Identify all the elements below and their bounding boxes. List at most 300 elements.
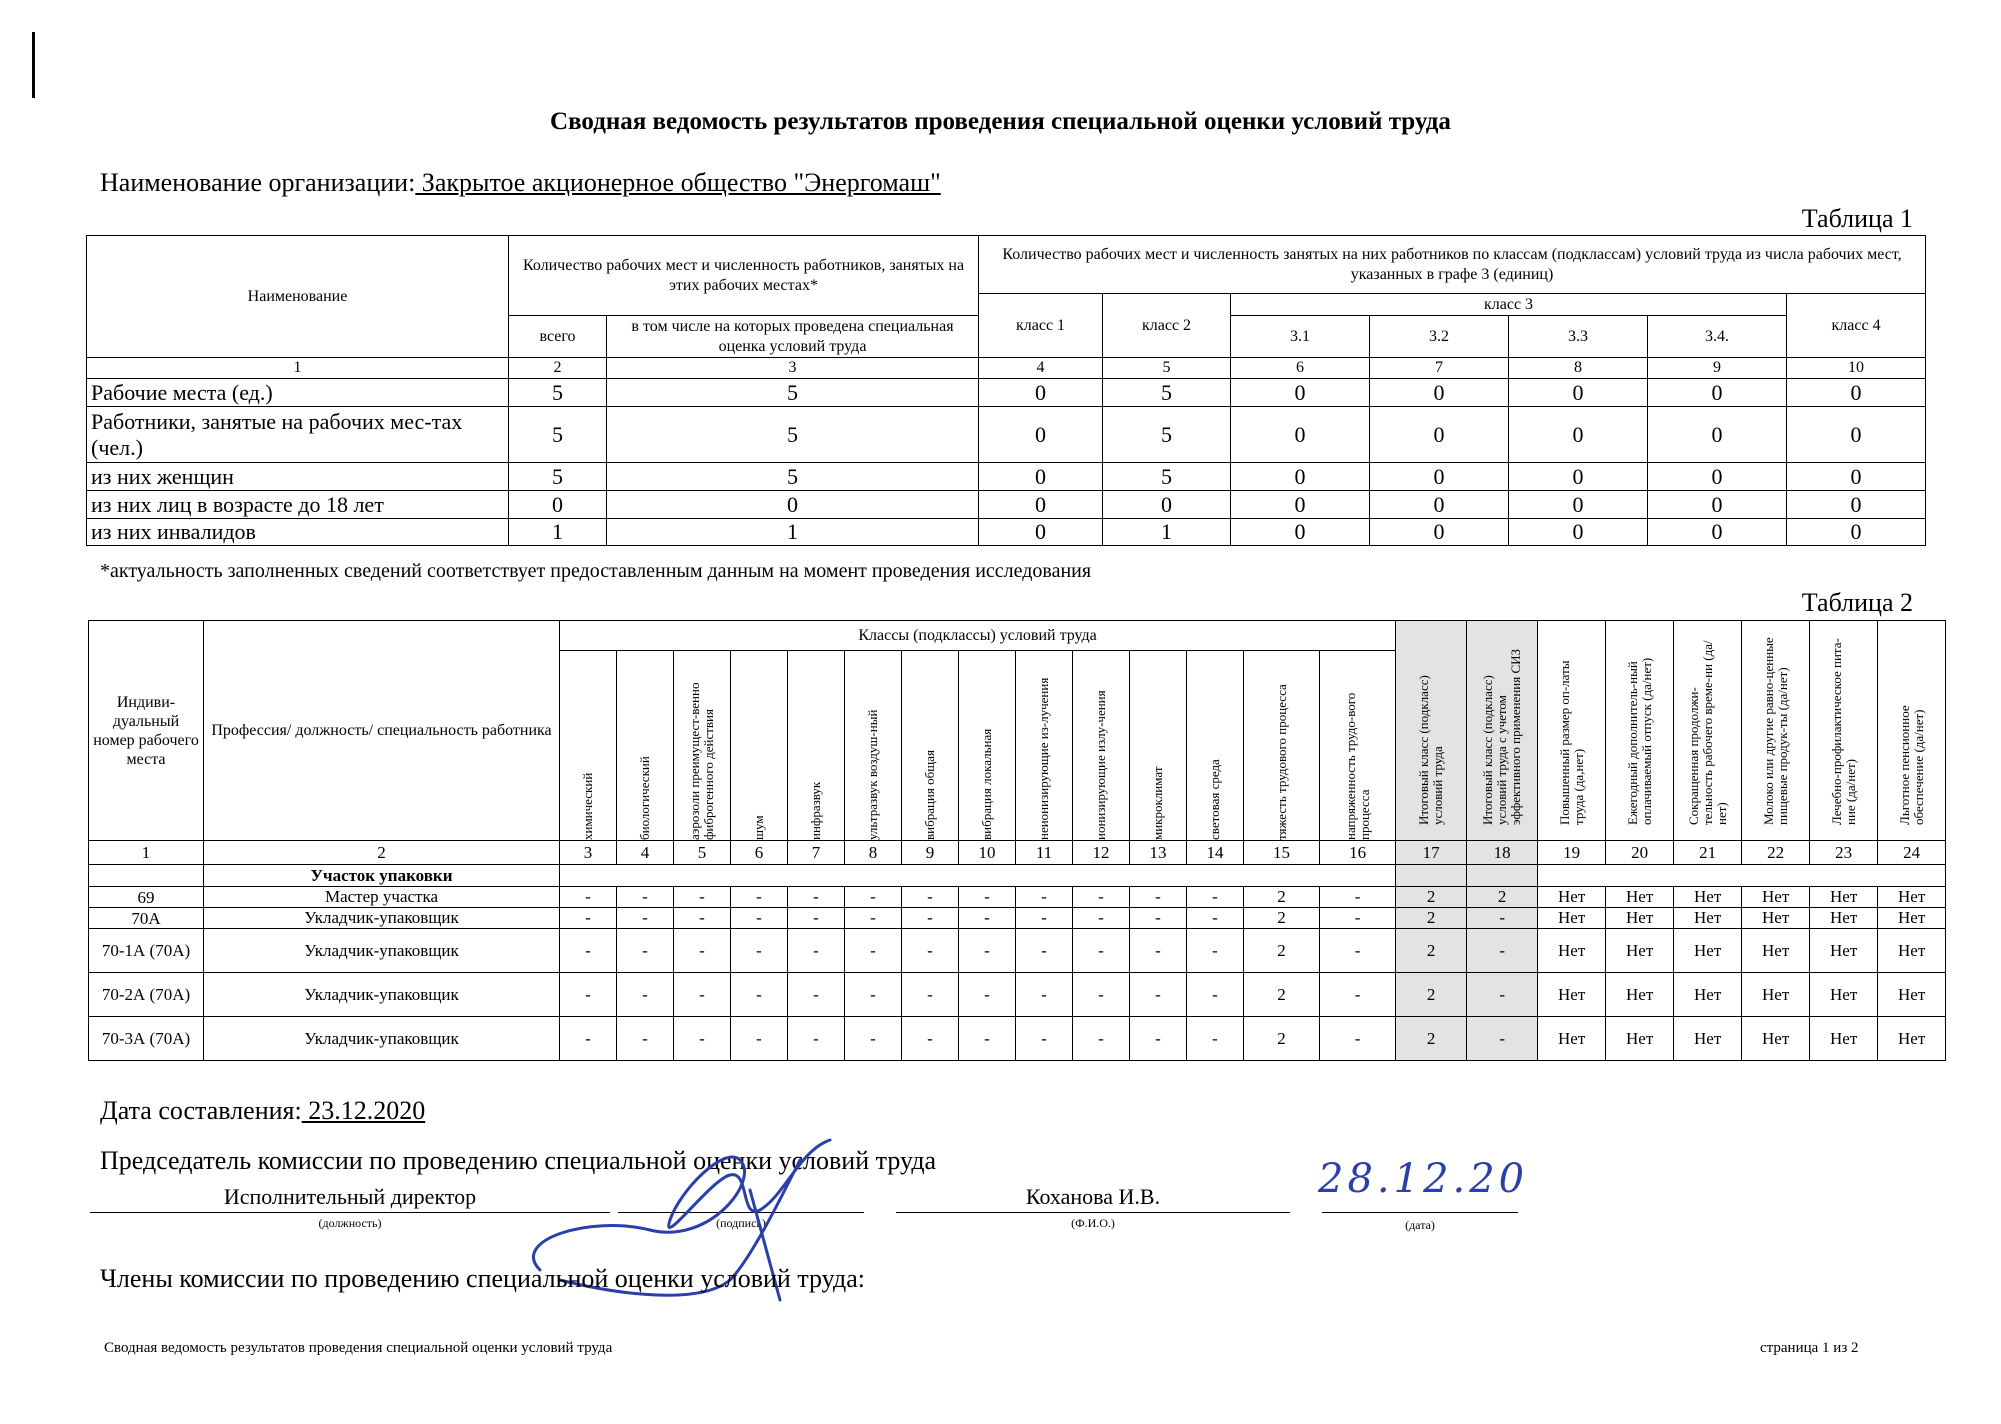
table1-footnote: *актуальность заполненных сведений соответствует предоставленным данным на момент проведения исследования: [100, 560, 1092, 582]
handwritten-date: 28.12.20: [1318, 1156, 1529, 1202]
t2-cell: -: [902, 973, 959, 1017]
t2-cell: -: [1016, 887, 1073, 908]
t2-cell: Нет: [1742, 929, 1810, 973]
t2-cell: -: [1016, 1017, 1073, 1061]
t2-colnum: 16: [1320, 841, 1396, 865]
t1-cell: 0: [1509, 407, 1648, 463]
t2-header-comp-2: [1606, 621, 1674, 841]
t2-factor-header: [902, 651, 959, 841]
t1-cell: 0: [1648, 519, 1787, 546]
organization-label: Наименование организации:: [100, 168, 416, 197]
t1-row: [87, 491, 1926, 519]
t2-cell: -: [1130, 887, 1187, 908]
t1-cell: 5: [509, 463, 607, 491]
t2-cell: Нет: [1538, 929, 1606, 973]
t2-section-fill: [560, 865, 1396, 887]
t2-factor-header-text: напряженность трудо-вого процесса: [1342, 692, 1372, 840]
t2-cell: -: [1073, 1017, 1130, 1061]
t2-cell: -: [959, 929, 1016, 973]
t2-cell: -: [560, 929, 617, 973]
t2-cell: -: [617, 887, 674, 908]
t1-header-c33: 3.3: [1509, 316, 1648, 358]
t2-colnum: 8: [845, 841, 902, 865]
t2-colnum: 24: [1878, 841, 1946, 865]
t2-cell: -: [617, 929, 674, 973]
t1-cell: 0: [1231, 491, 1370, 519]
t2-header-comp-6: [1878, 621, 1946, 841]
t2-workplace-id: 70-1А (70А): [89, 929, 204, 973]
scan-mark: [32, 32, 35, 98]
t2-cell: Нет: [1742, 1017, 1810, 1061]
t2-cell: -: [1073, 929, 1130, 973]
t2-factor-header-text: ультразвук воздуш-ный: [865, 709, 880, 840]
t1-colnum: 8: [1509, 358, 1648, 379]
t1-cell: 0: [1370, 407, 1509, 463]
t2-section-fill: [1467, 865, 1538, 887]
t2-cell: Нет: [1878, 973, 1946, 1017]
t2-section-title: Участок упаковки: [204, 865, 560, 887]
t2-colnum: 22: [1742, 841, 1810, 865]
t2-factor-header: [1187, 651, 1244, 841]
t1-cell: 0: [509, 491, 607, 519]
t2-cell: -: [731, 908, 788, 929]
t1-cell: 0: [979, 379, 1103, 407]
t2-colnum: 4: [617, 841, 674, 865]
t2-workplace-id: 69: [89, 887, 204, 908]
t2-cell: -: [560, 908, 617, 929]
t2-cell: -: [1130, 973, 1187, 1017]
t1-cell: 0: [1231, 463, 1370, 491]
t2-cell: -: [1467, 973, 1538, 1017]
t2-section-fill: [1396, 865, 1467, 887]
t2-cell: -: [1130, 1017, 1187, 1061]
t2-colnum: 23: [1810, 841, 1878, 865]
t1-cell: 5: [1103, 407, 1231, 463]
t1-colnum: 3: [607, 358, 979, 379]
t2-cell: 2: [1396, 1017, 1467, 1061]
t1-header-c32: 3.2: [1370, 316, 1509, 358]
t1-header-assessed: в том числе на которых проведена специальная оценка условий труда: [607, 316, 979, 358]
t1-header-name: Наименование: [87, 236, 509, 358]
table1: [86, 235, 1926, 546]
t1-cell: 0: [1648, 491, 1787, 519]
page-footer-left: Сводная ведомость результатов проведения специальной оценки условий труда: [104, 1340, 613, 1356]
t2-cell: -: [1073, 973, 1130, 1017]
t2-colnum: 3: [560, 841, 617, 865]
t1-colnum: 5: [1103, 358, 1231, 379]
t1-colnum: 6: [1231, 358, 1370, 379]
t1-cell: 0: [1648, 407, 1787, 463]
t2-header-comp-1: [1538, 621, 1606, 841]
t2-cell: -: [674, 908, 731, 929]
t2-cell: Нет: [1810, 887, 1878, 908]
t1-header-class2: класс 2: [1103, 294, 1231, 358]
t2-cell: -: [845, 1017, 902, 1061]
t2-colnum: 13: [1130, 841, 1187, 865]
t2-cell: -: [560, 973, 617, 1017]
t2-colnum: 17: [1396, 841, 1467, 865]
t2-header-result-1: [1396, 621, 1467, 841]
t1-cell: 5: [1103, 463, 1231, 491]
t1-cell: 0: [979, 407, 1103, 463]
t1-cell: 0: [1370, 463, 1509, 491]
t1-header-class1: класс 1: [979, 294, 1103, 358]
t2-cell: Нет: [1878, 887, 1946, 908]
t2-header-comp-5: [1810, 621, 1878, 841]
t2-cell: Нет: [1878, 929, 1946, 973]
t1-header-group1: Количество рабочих мест и численность работников, занятых на этих рабочих местах*: [509, 236, 979, 316]
t1-header-total: всего: [509, 316, 607, 358]
t2-cell: -: [1320, 929, 1396, 973]
table2: [88, 620, 1946, 1061]
t2-cell: Нет: [1606, 887, 1674, 908]
t2-cell: Нет: [1674, 973, 1742, 1017]
t2-profession: Укладчик-упаковщик: [204, 973, 560, 1017]
t1-colnum: 10: [1787, 358, 1926, 379]
t1-row: [87, 407, 1926, 463]
organization-line: [100, 168, 941, 198]
t2-section-empty: [89, 865, 204, 887]
t2-cell: -: [1320, 887, 1396, 908]
t2-cell: -: [1073, 887, 1130, 908]
table1-label: Таблица 1: [1801, 204, 1913, 233]
t2-factor-header-text: вибрация локальная: [979, 728, 994, 840]
t1-row-name: Рабочие места (ед.): [87, 379, 509, 407]
t2-cell: -: [902, 929, 959, 973]
t2-cell: -: [617, 908, 674, 929]
t2-cell: 2: [1396, 973, 1467, 1017]
t2-cell: -: [788, 887, 845, 908]
t2-cell: -: [959, 908, 1016, 929]
t1-cell: 5: [607, 379, 979, 407]
t2-colnum: 6: [731, 841, 788, 865]
t1-cell: 0: [979, 463, 1103, 491]
fio-field: Коханова И.В.: [896, 1184, 1290, 1213]
t1-cell: 0: [1787, 407, 1926, 463]
t1-colnum: 7: [1370, 358, 1509, 379]
t2-cell: -: [1016, 908, 1073, 929]
t2-cell: Нет: [1810, 1017, 1878, 1061]
t2-colnum: 18: [1467, 841, 1538, 865]
t2-factor-header: [1244, 651, 1320, 841]
t1-header-class4: класс 4: [1787, 294, 1926, 358]
t2-cell: 2: [1396, 908, 1467, 929]
t1-cell: 0: [1370, 491, 1509, 519]
t2-cell: -: [560, 887, 617, 908]
t2-factor-header: [617, 651, 674, 841]
t2-workplace-id: 70-2А (70А): [89, 973, 204, 1017]
t2-cell: -: [617, 1017, 674, 1061]
t2-cell: -: [674, 1017, 731, 1061]
organization-name: Закрытое акционерное общество "Энергомаш": [415, 168, 941, 197]
t2-cell: -: [1187, 973, 1244, 1017]
t1-cell: 0: [1509, 519, 1648, 546]
t2-cell: -: [1467, 1017, 1538, 1061]
t2-cell: Нет: [1538, 1017, 1606, 1061]
t2-header-comp-1-text: Повышенный размер оп-латы труда (да,нет): [1556, 660, 1586, 825]
t2-cell: -: [959, 973, 1016, 1017]
t2-cell: Нет: [1810, 973, 1878, 1017]
t2-profession: Мастер участка: [204, 887, 560, 908]
t1-cell: 0: [979, 491, 1103, 519]
t2-cell: -: [1320, 1017, 1396, 1061]
t2-workplace-id: 70-3А (70А): [89, 1017, 204, 1061]
t2-factor-header-text: химический: [580, 772, 595, 840]
t2-row: [89, 887, 1946, 908]
t2-factor-header: [1130, 651, 1187, 841]
date-label: Дата составления:: [100, 1096, 302, 1125]
t1-header-group2: Количество рабочих мест и численность занятых на них работников по классам (подклассам) условий труда из числа рабочих мест, указанных в графе 3 (единиц): [979, 236, 1926, 294]
t2-header-id: Индиви-дуальный номер рабочего места: [89, 621, 204, 841]
t2-cell: -: [1187, 929, 1244, 973]
t2-colnum: 15: [1244, 841, 1320, 865]
t2-cell: -: [788, 929, 845, 973]
t2-cell: Нет: [1810, 929, 1878, 973]
t2-factor-header: [560, 651, 617, 841]
t2-cell: -: [1467, 908, 1538, 929]
t1-cell: 5: [509, 407, 607, 463]
t2-factor-header: [1016, 651, 1073, 841]
t1-row-name: из них инвалидов: [87, 519, 509, 546]
t2-factor-header: [959, 651, 1016, 841]
t2-cell: -: [845, 973, 902, 1017]
t2-colnum: 14: [1187, 841, 1244, 865]
t2-row: [89, 1017, 1946, 1061]
t2-cell: -: [731, 973, 788, 1017]
t2-header-comp-5-text: Лечебно-профилактическое пита-ние (да/нет): [1828, 637, 1858, 825]
t2-colnum: 10: [959, 841, 1016, 865]
page-footer-right: страница 1 из 2: [1760, 1340, 1859, 1356]
t2-profession: Укладчик-упаковщик: [204, 908, 560, 929]
t1-header-class3: класс 3: [1231, 294, 1787, 316]
t2-cell: -: [902, 1017, 959, 1061]
t2-cell: Нет: [1742, 887, 1810, 908]
t1-colnum: 2: [509, 358, 607, 379]
t2-cell: 2: [1244, 908, 1320, 929]
t2-header-classes: Классы (подклассы) условий труда: [560, 621, 1396, 651]
t1-header-c31: 3.1: [1231, 316, 1370, 358]
t1-cell: 0: [1787, 463, 1926, 491]
t2-header-comp-6-text: Льготное пенсионное обеспечение (да/нет): [1896, 704, 1926, 825]
t2-cell: -: [845, 887, 902, 908]
t2-section-fill: [1538, 865, 1946, 887]
t2-header-comp-2-text: Ежегодный дополнитель-ный оплачиваемый отпуск (да/нет): [1624, 657, 1654, 825]
table2-label: Таблица 2: [1801, 588, 1913, 617]
t1-cell: 0: [1648, 463, 1787, 491]
fio-caption: (Ф.И.О.): [1071, 1216, 1115, 1230]
t1-cell: 0: [1103, 491, 1231, 519]
t1-cell: 0: [1370, 519, 1509, 546]
t1-cell: 0: [1787, 379, 1926, 407]
t1-header-c34: 3.4.: [1648, 316, 1787, 358]
date-value: 23.12.2020: [301, 1096, 426, 1125]
t2-cell: Нет: [1674, 1017, 1742, 1061]
t2-factor-header-text: аэрозоли преимущест-венно фиброгенного действия: [687, 682, 716, 840]
t2-cell: -: [1130, 908, 1187, 929]
t2-colnum: 9: [902, 841, 959, 865]
t2-factor-header-text: микроклимат: [1150, 765, 1165, 840]
t2-cell: Нет: [1538, 908, 1606, 929]
t2-cell: -: [1130, 929, 1187, 973]
t2-cell: 2: [1396, 929, 1467, 973]
t1-cell: 0: [1231, 407, 1370, 463]
date-caption: (дата): [1405, 1218, 1435, 1232]
t2-cell: Нет: [1742, 973, 1810, 1017]
t1-colnum: 4: [979, 358, 1103, 379]
t2-cell: -: [788, 1017, 845, 1061]
t2-factor-header-text: ионизирующие излу-чения: [1093, 689, 1108, 840]
t2-workplace-id: 70А: [89, 908, 204, 929]
t2-colnum: 20: [1606, 841, 1674, 865]
t2-cell: -: [1016, 929, 1073, 973]
t2-factor-header-text: вибрация общая: [922, 749, 937, 840]
t2-cell: 2: [1244, 1017, 1320, 1061]
t1-row: [87, 463, 1926, 491]
t2-colnum: 5: [674, 841, 731, 865]
t2-cell: -: [959, 1017, 1016, 1061]
t1-cell: 1: [509, 519, 607, 546]
t2-header-comp-4: [1742, 621, 1810, 841]
t2-cell: 2: [1396, 887, 1467, 908]
t1-row-name: из них лиц в возрасте до 18 лет: [87, 491, 509, 519]
t2-cell: -: [1073, 908, 1130, 929]
t1-row-name: из них женщин: [87, 463, 509, 491]
t2-colnum: 21: [1674, 841, 1742, 865]
t2-factor-header: [1320, 651, 1396, 841]
t2-cell: -: [845, 929, 902, 973]
t2-cell: -: [1467, 929, 1538, 973]
t2-cell: Нет: [1810, 908, 1878, 929]
t1-cell: 5: [509, 379, 607, 407]
t2-factor-header-text: шум: [751, 814, 766, 840]
t2-factor-header-text: тяжесть трудового процесса: [1273, 683, 1289, 840]
t2-cell: -: [959, 887, 1016, 908]
t2-cell: -: [1320, 908, 1396, 929]
t1-cell: 0: [1509, 491, 1648, 519]
t2-cell: Нет: [1606, 929, 1674, 973]
chair-label: Председатель комиссии по проведению специальной оценки условий труда: [100, 1146, 937, 1175]
t2-row: [89, 929, 1946, 973]
t2-cell: Нет: [1606, 908, 1674, 929]
t2-header-comp-3-text: Сокращенная продолжи-тельность рабочего време-ни (да/нет): [1685, 639, 1729, 825]
t2-factor-header: [674, 651, 731, 841]
date-line: [100, 1096, 425, 1126]
signature-caption: (подпись): [716, 1216, 766, 1230]
t2-cell: -: [1187, 887, 1244, 908]
t1-row: [87, 379, 1926, 407]
t2-cell: -: [845, 908, 902, 929]
t2-factor-header-text: инфразвук: [808, 781, 823, 840]
t1-cell: 0: [607, 491, 979, 519]
t2-cell: Нет: [1878, 908, 1946, 929]
t1-colnum: 9: [1648, 358, 1787, 379]
t2-cell: -: [788, 973, 845, 1017]
t2-cell: -: [674, 887, 731, 908]
t2-cell: Нет: [1878, 1017, 1946, 1061]
t2-cell: Нет: [1538, 973, 1606, 1017]
t1-cell: 1: [1103, 519, 1231, 546]
t2-colnum: 1: [89, 841, 204, 865]
t1-row: [87, 519, 1926, 546]
t1-cell: 0: [1509, 463, 1648, 491]
t1-cell: 0: [979, 519, 1103, 546]
t1-cell: 0: [1787, 491, 1926, 519]
t1-cell: 1: [607, 519, 979, 546]
t1-cell: 0: [1370, 379, 1509, 407]
t2-cell: 2: [1467, 887, 1538, 908]
t2-factor-header-text: неионизирующие из-лучения: [1036, 677, 1051, 840]
t2-cell: -: [788, 908, 845, 929]
t2-cell: -: [674, 973, 731, 1017]
t2-row: [89, 908, 1946, 929]
t2-cell: -: [560, 1017, 617, 1061]
t2-colnum: 7: [788, 841, 845, 865]
t2-cell: 2: [1244, 973, 1320, 1017]
t2-cell: 2: [1244, 929, 1320, 973]
t2-cell: Нет: [1606, 1017, 1674, 1061]
t2-colnum: 11: [1016, 841, 1073, 865]
t2-header-profession: Профессия/ должность/ специальность работника: [204, 621, 560, 841]
t2-cell: -: [617, 973, 674, 1017]
t1-cell: 0: [1787, 519, 1926, 546]
t2-cell: Нет: [1606, 973, 1674, 1017]
t1-cell: 0: [1231, 519, 1370, 546]
t2-cell: -: [902, 908, 959, 929]
t2-cell: Нет: [1674, 887, 1742, 908]
t2-cell: -: [1187, 908, 1244, 929]
t1-cell: 5: [607, 463, 979, 491]
t2-cell: 2: [1244, 887, 1320, 908]
t2-factor-header-text: световая среда: [1207, 758, 1222, 840]
t2-cell: Нет: [1674, 929, 1742, 973]
position-caption: (должность): [318, 1216, 382, 1230]
t2-header-result-2: [1467, 621, 1538, 841]
t2-cell: -: [1320, 973, 1396, 1017]
t2-cell: -: [731, 887, 788, 908]
t2-row: [89, 973, 1946, 1017]
t1-cell: 5: [607, 407, 979, 463]
t2-colnum: 2: [204, 841, 560, 865]
t1-cell: 0: [1231, 379, 1370, 407]
t2-factor-header: [1073, 651, 1130, 841]
t2-cell: Нет: [1742, 908, 1810, 929]
t2-cell: -: [902, 887, 959, 908]
members-label: Члены комиссии по проведению специальной оценки условий труда:: [100, 1264, 866, 1293]
t2-cell: -: [731, 929, 788, 973]
t2-cell: -: [674, 929, 731, 973]
t2-factor-header: [845, 651, 902, 841]
t2-header-result-2-text: Итоговый класс (подкласс) условий труда с учетом эффективного применения СИЗ: [1480, 648, 1524, 825]
t2-header-comp-3: [1674, 621, 1742, 841]
t2-cell: -: [1187, 1017, 1244, 1061]
t1-row-name: Работники, занятые на рабочих мес-тах (чел.): [87, 407, 509, 463]
t2-cell: Нет: [1674, 908, 1742, 929]
t1-cell: 0: [1648, 379, 1787, 407]
t2-profession: Укладчик-упаковщик: [204, 1017, 560, 1061]
t2-header-result-1-text: Итоговый класс (подкласс) условий труда: [1416, 674, 1446, 825]
t2-profession: Укладчик-упаковщик: [204, 929, 560, 973]
t2-colnum: 19: [1538, 841, 1606, 865]
t2-factor-header-text: биологический: [637, 755, 652, 840]
page-title: Сводная ведомость результатов проведения специальной оценки условий труда: [550, 108, 1451, 135]
t2-colnum: 12: [1073, 841, 1130, 865]
t2-factor-header: [788, 651, 845, 841]
t2-header-comp-4-text: Молоко или другие равно-ценные пищевые продук-ты (да/нет): [1760, 636, 1790, 825]
t2-cell: -: [731, 1017, 788, 1061]
t2-factor-header: [731, 651, 788, 841]
t1-cell: 0: [1509, 379, 1648, 407]
position-field: Исполнительный директор: [90, 1184, 610, 1213]
